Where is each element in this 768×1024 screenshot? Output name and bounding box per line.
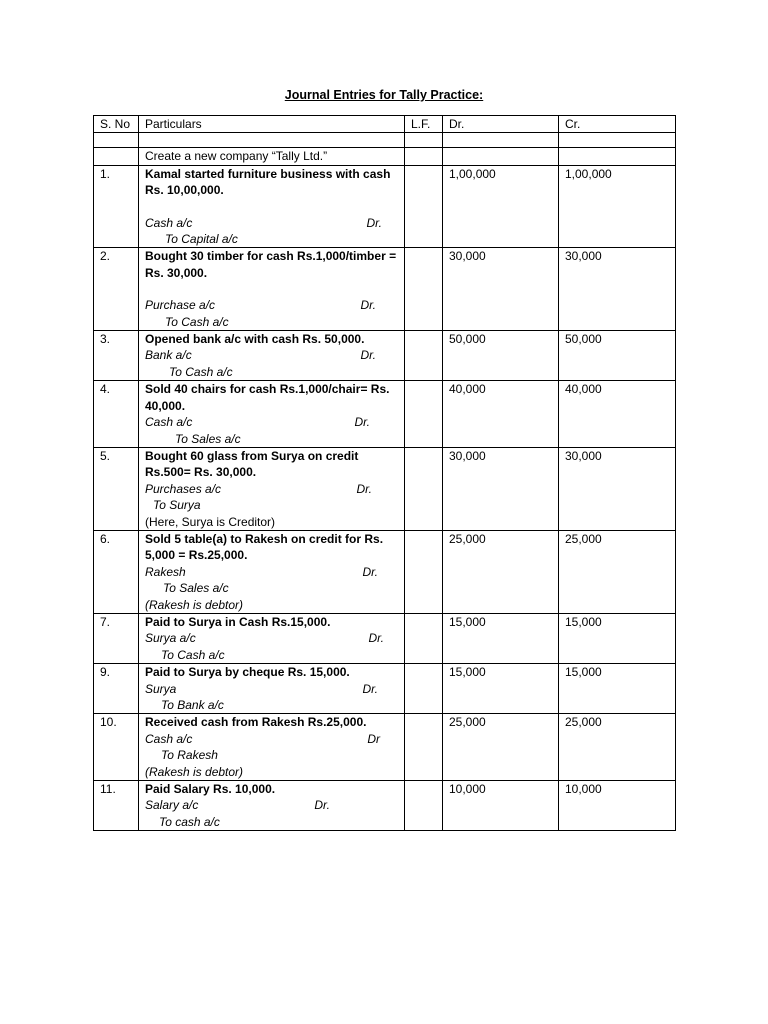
entry-note: (Here, Surya is Creditor)	[145, 514, 276, 529]
credit-account: To Sales a/c	[163, 581, 229, 596]
entry-sno: 3.	[94, 331, 139, 381]
entry-lf	[405, 613, 443, 663]
entry-cr-amount: 1,00,000	[559, 165, 676, 248]
debit-line	[145, 414, 398, 430]
debit-line	[145, 347, 398, 363]
entry-sno: 2.	[94, 248, 139, 331]
entry-note: (Rakesh is debtor)	[145, 597, 244, 612]
entry-sno: 1.	[94, 165, 139, 248]
dr-mark: Dr	[367, 731, 380, 746]
entry-cr-amount: 10,000	[559, 781, 676, 831]
debit-line	[145, 297, 398, 313]
dr-mark: Dr.	[354, 415, 370, 430]
page-title: Journal Entries for Tally Practice:	[284, 88, 484, 102]
entry-dr-amount: 40,000	[443, 381, 559, 448]
intro-dr-cell	[443, 148, 559, 165]
entry-description: Received cash from Rakesh Rs.25,000.	[145, 715, 367, 730]
entry-particulars	[139, 165, 405, 248]
entry-lf	[405, 530, 443, 613]
entry-dr-amount: 25,000	[443, 714, 559, 781]
intro-lf-cell	[405, 148, 443, 165]
table-row	[94, 664, 676, 714]
entry-lf	[405, 714, 443, 781]
debit-account: Bank a/c	[145, 348, 192, 363]
credit-account: To Bank a/c	[161, 698, 224, 712]
dr-mark: Dr.	[368, 631, 384, 646]
debit-account: Rakesh	[145, 564, 186, 579]
entry-lf	[405, 447, 443, 530]
entry-description: Sold 40 chairs for cash Rs.1,000/chair= Rs. 40,000.	[145, 382, 390, 413]
blank-cell	[443, 133, 559, 148]
entry-cr-amount: 25,000	[559, 530, 676, 613]
journal-table	[93, 115, 676, 831]
debit-line	[145, 731, 398, 747]
blank-cell	[139, 133, 405, 148]
entry-lf	[405, 781, 443, 831]
entry-dr-amount: 1,00,000	[443, 165, 559, 248]
entry-dr-amount: 25,000	[443, 530, 559, 613]
debit-account: Cash a/c	[145, 215, 193, 230]
dr-mark: Dr.	[356, 481, 372, 496]
debit-line	[145, 681, 398, 697]
entry-description: Paid to Surya by cheque Rs. 15,000.	[145, 665, 350, 680]
entry-particulars	[139, 613, 405, 663]
entry-description: Kamal started furniture business with cash Rs. 10,00,000.	[145, 166, 391, 198]
entry-particulars	[139, 714, 405, 781]
spacer	[145, 281, 398, 297]
credit-account: To Surya	[153, 498, 201, 513]
entry-cr-amount: 40,000	[559, 381, 676, 448]
entry-sno: 11.	[94, 781, 139, 831]
debit-account: Purchase a/c	[145, 298, 216, 313]
entry-note: (Rakesh is debtor)	[145, 764, 244, 779]
dr-mark: Dr.	[360, 298, 376, 313]
credit-account: To Cash a/c	[165, 314, 229, 329]
entry-lf	[405, 664, 443, 714]
header-cr: Cr.	[559, 116, 676, 133]
entry-lf	[405, 165, 443, 248]
debit-line	[145, 215, 398, 231]
intro-row	[94, 148, 676, 165]
entry-lf	[405, 248, 443, 331]
table-row	[94, 613, 676, 663]
entry-sno: 6.	[94, 530, 139, 613]
entry-description: Paid to Surya in Cash Rs.15,000.	[145, 614, 331, 629]
table-row	[94, 381, 676, 448]
entry-dr-amount: 10,000	[443, 781, 559, 831]
entry-cr-amount: 30,000	[559, 248, 676, 331]
header-dr: Dr.	[443, 116, 559, 133]
table-row	[94, 331, 676, 381]
entry-dr-amount: 15,000	[443, 664, 559, 714]
intro-cr-cell	[559, 148, 676, 165]
entry-cr-amount: 50,000	[559, 331, 676, 381]
debit-account: Cash a/c	[145, 731, 193, 746]
entry-particulars	[139, 664, 405, 714]
debit-account: Cash a/c	[145, 415, 193, 430]
credit-account: To Cash a/c	[169, 364, 233, 379]
debit-line	[145, 630, 398, 646]
blank-cell	[559, 133, 676, 148]
intro-text: Create a new company “Tally Ltd.”	[139, 148, 405, 165]
entry-particulars	[139, 447, 405, 530]
entry-particulars	[139, 781, 405, 831]
header-row	[94, 116, 676, 133]
spacer	[145, 199, 398, 215]
entry-cr-amount: 30,000	[559, 447, 676, 530]
credit-account: To Rakesh	[161, 748, 218, 763]
entry-cr-amount: 15,000	[559, 664, 676, 714]
blank-cell	[94, 133, 139, 148]
entry-sno: 10.	[94, 714, 139, 781]
header-particulars: Particulars	[139, 116, 405, 133]
entry-description: Bought 60 glass from Surya on credit Rs.500= Rs. 30,000.	[145, 448, 359, 480]
dr-mark: Dr.	[314, 798, 330, 813]
blank-cell	[405, 133, 443, 148]
credit-account: To Cash a/c	[161, 647, 225, 662]
debit-account: Surya	[145, 681, 177, 696]
entry-description: Sold 5 table(a) to Rakesh on credit for Rs. 5,000 = Rs.25,000.	[145, 531, 384, 563]
debit-account: Purchases a/c	[145, 481, 222, 496]
entry-cr-amount: 15,000	[559, 613, 676, 663]
debit-line	[145, 564, 398, 580]
table-row	[94, 165, 676, 248]
credit-account: To cash a/c	[159, 814, 220, 829]
entry-lf	[405, 381, 443, 448]
debit-account: Surya a/c	[145, 631, 196, 646]
table-row	[94, 714, 676, 781]
entry-description: Paid Salary Rs. 10,000.	[145, 782, 276, 797]
table-row	[94, 447, 676, 530]
dr-mark: Dr.	[362, 681, 378, 696]
entry-particulars	[139, 248, 405, 331]
entry-sno: 4.	[94, 381, 139, 448]
entry-dr-amount: 50,000	[443, 331, 559, 381]
debit-line	[145, 481, 398, 497]
header-lf: L.F.	[405, 116, 443, 133]
table-row	[94, 248, 676, 331]
dr-mark: Dr.	[362, 564, 378, 579]
entry-lf	[405, 331, 443, 381]
entry-dr-amount: 30,000	[443, 447, 559, 530]
header-sno: S. No	[94, 116, 139, 133]
credit-account: To Capital a/c	[165, 232, 238, 247]
entry-sno: 5.	[94, 447, 139, 530]
entry-particulars	[139, 530, 405, 613]
entry-sno: 7.	[94, 613, 139, 663]
entry-dr-amount: 15,000	[443, 613, 559, 663]
entry-particulars	[139, 381, 405, 448]
entry-particulars	[139, 331, 405, 381]
entry-cr-amount: 25,000	[559, 714, 676, 781]
intro-sno-cell	[94, 148, 139, 165]
entry-dr-amount: 30,000	[443, 248, 559, 331]
dr-mark: Dr.	[366, 215, 382, 230]
blank-row	[94, 133, 676, 148]
entry-description: Opened bank a/c with cash Rs. 50,000.	[145, 332, 365, 347]
debit-line	[145, 797, 398, 813]
credit-account: To Sales a/c	[175, 431, 241, 446]
entry-sno: 9.	[94, 664, 139, 714]
table-row	[94, 781, 676, 831]
debit-account: Salary a/c	[145, 798, 199, 813]
table-row	[94, 530, 676, 613]
entry-description: Bought 30 timber for cash Rs.1,000/timber = Rs. 30,000.	[145, 249, 397, 280]
dr-mark: Dr.	[360, 348, 376, 363]
